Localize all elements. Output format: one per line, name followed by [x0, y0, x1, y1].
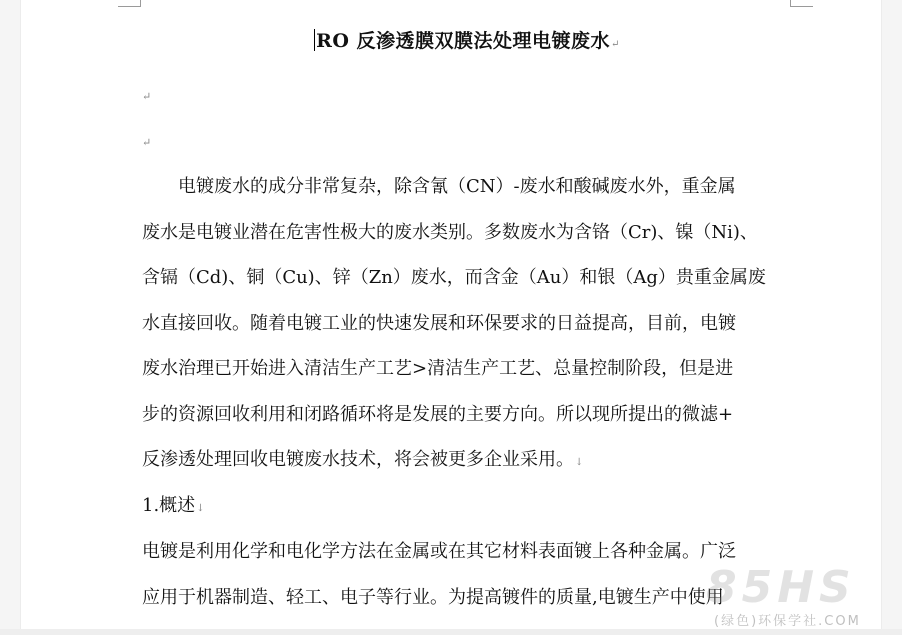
page-corner-mark-left [118, 0, 141, 7]
empty-paragraph-mark: ↵ [142, 136, 152, 149]
page-corner-mark-right [790, 0, 813, 7]
text-line: 电镀废水的成分非常复杂，除含氰（CN）-废水和酸碱废水外，重金属 [142, 176, 736, 197]
text-line: 步的资源回收利用和闭路循环将是发展的主要方向。所以现所提出的微滤+ [142, 403, 734, 425]
line-break-mark-icon: ↓ [575, 457, 584, 468]
empty-paragraph-mark: ↵ [142, 90, 152, 103]
section-heading[interactable] [142, 483, 802, 532]
text-cursor [314, 29, 315, 51]
paragraph-mark-icon: ↵ [611, 39, 620, 50]
line-break-mark-icon: ↓ [196, 503, 205, 514]
right-margin-strip [881, 0, 902, 635]
watermark-caption: (绿色)环保学社.COM [714, 614, 861, 629]
intro-paragraph[interactable] [142, 164, 802, 486]
section-heading-text: 1.概述 [142, 495, 196, 516]
left-margin-strip [0, 0, 21, 635]
text-line-last [142, 437, 802, 486]
text-line: 水直接回收。随着电镀工业的快速发展和环保要求的日益提高，目前，电镀 [142, 312, 736, 334]
text-line: 应用于机器制造、轻工、电子等行业。为提高镀件的质量,电镀生产中使用 [142, 586, 724, 608]
text-line: 含镉（Cd)、铜（Cu)、锌（Zn）废水，而含金（Au）和银（Ag）贵重金属废 [142, 267, 766, 288]
document-title[interactable] [142, 26, 792, 53]
section-paragraph[interactable] [142, 529, 802, 620]
bottom-edge-strip [0, 629, 902, 635]
watermark-logo: 85HS [706, 562, 856, 613]
text-line: 反渗透处理回收电镀废水技术，将会被更多企业采用。 [142, 449, 574, 470]
document-title-text: RO 反渗透膜双膜法处理电镀废水 [316, 30, 611, 52]
text-line: 电镀是利用化学和电化学方法在金属或在其它材料表面镀上各种金属。广泛 [142, 541, 736, 562]
text-line: 废水治理已开始进入清洁生产工艺>清洁生产工艺、总量控制阶段，但是进 [142, 358, 734, 379]
text-line: 废水是电镀业潜在危害性极大的废水类别。多数废水为含铬（Cr)、镍（Ni)、 [142, 221, 758, 243]
